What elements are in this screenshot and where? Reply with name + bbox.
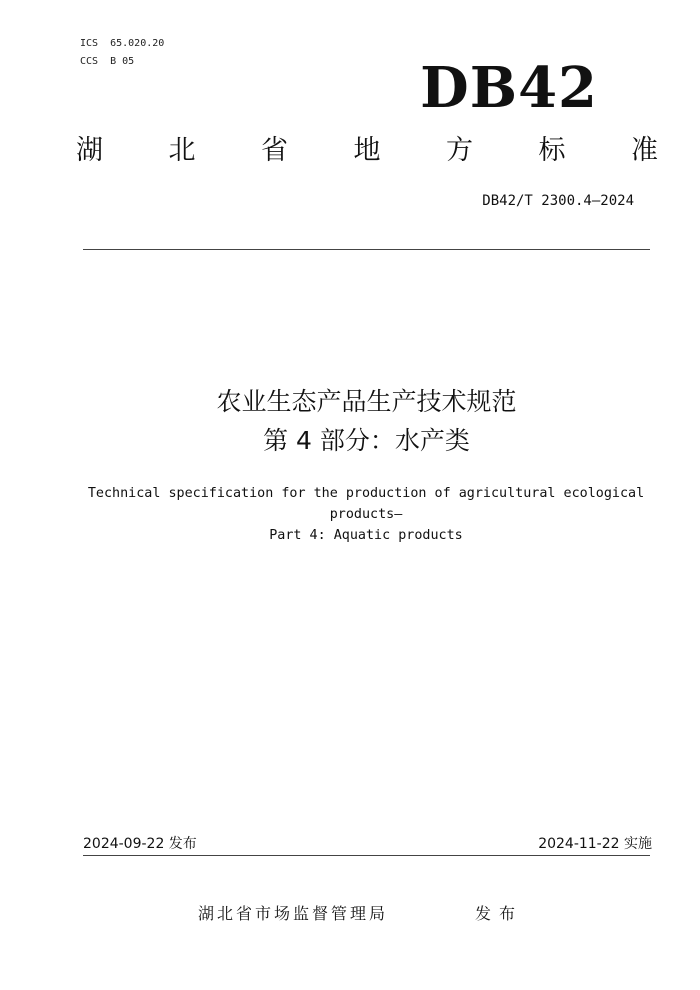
standard-number: DB42/T 2300.4—2024 <box>482 193 634 209</box>
standard-type-char: 标 <box>538 135 566 166</box>
english-title-line-1: Technical specification for the production of agricultural ecological <box>87 486 645 501</box>
issue-date: 2024-09-22 发布 <box>83 836 197 852</box>
publisher-name: 湖北省市场监督管理局 <box>198 904 389 923</box>
standard-type-char: 北 <box>168 135 196 166</box>
ccs-code: CCS B 05 <box>80 56 135 67</box>
publish-label: 发布 <box>475 904 524 923</box>
english-title-line-3: Part 4: Aquatic products <box>269 528 463 543</box>
standard-type-char: 地 <box>353 135 381 166</box>
english-title-line-2: products— <box>329 507 403 522</box>
ics-code: ICS 65.020.20 <box>80 38 165 49</box>
chinese-title-line-1: 农业生态产品生产技术规范 <box>216 387 517 416</box>
standard-type-char: 湖 <box>76 135 103 166</box>
standard-type-title <box>76 133 658 169</box>
standard-type-char: 准 <box>631 135 658 166</box>
standard-type-char: 省 <box>261 135 288 166</box>
top-divider <box>83 249 650 250</box>
chinese-title-line-2: 第 4 部分：水产类 <box>263 426 470 455</box>
bottom-divider <box>83 855 650 856</box>
implementation-date: 2024-11-22 实施 <box>538 836 652 852</box>
classification-codes <box>80 35 164 71</box>
standard-logo: DB42 <box>420 55 598 121</box>
english-title <box>80 483 652 546</box>
standard-type-char: 方 <box>446 135 473 166</box>
